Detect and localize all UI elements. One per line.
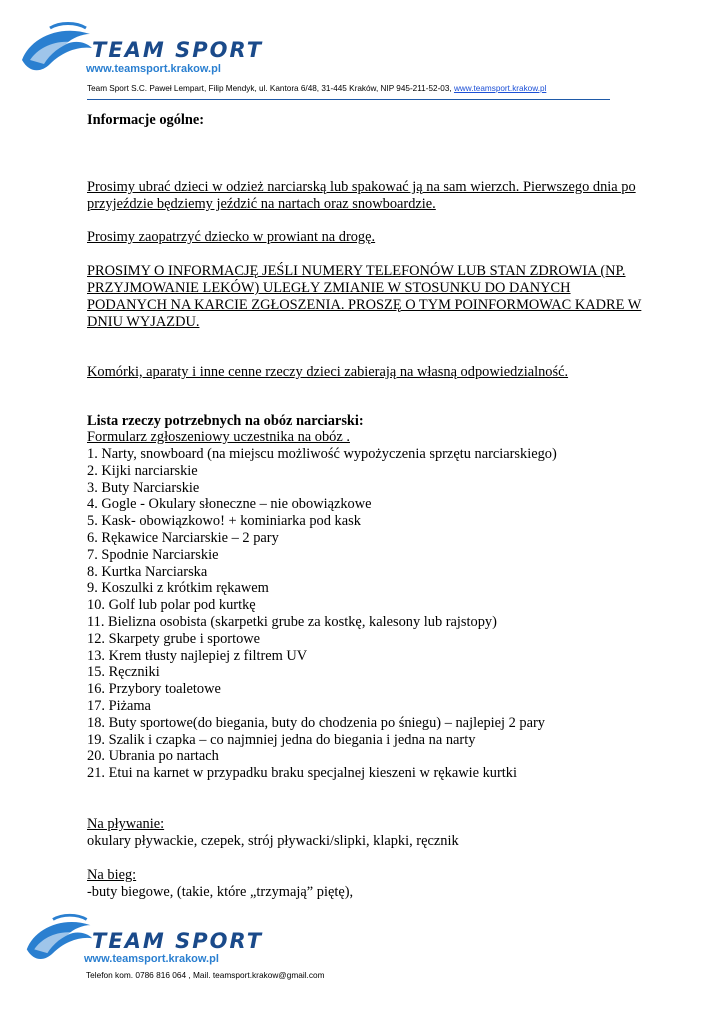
- list-item: 16. Przybory toaletowe: [87, 681, 221, 698]
- company-website-link[interactable]: www.teamsport.krakow.pl: [453, 84, 547, 93]
- section-heading: Informacje ogólne:: [87, 112, 205, 128]
- list-item: 13. Krem tłusty najlepiej z filtrem UV: [87, 647, 308, 664]
- brand-url[interactable]: www.teamsport.krakow.pl: [86, 63, 221, 75]
- swim-text: okulary pływackie, czepek, strój pływacki/slipki, klapki, ręcznik: [87, 833, 459, 849]
- list-item: 3. Buty Narciarskie: [87, 479, 200, 496]
- list-item: 12. Skarpety grube i sportowe: [87, 630, 261, 647]
- list-item: 10. Golf lub polar pod kurtkę: [87, 597, 256, 614]
- list-item: 9. Koszulki z krótkim rękawem: [87, 580, 269, 597]
- header-logo: [20, 20, 264, 82]
- list-item: 8. Kurtka Narciarska: [87, 563, 208, 580]
- swim-heading: Na pływanie:: [87, 816, 165, 832]
- paragraph-health-notice: PROSIMY O INFORMACJĘ JEŚLI NUMERY TELEFONÓW LUB STAN ZDROWIA (NP. PRZYJMOWANIE LEKÓW) ULEGŁY ZMIANIE W STOSUNKU DO DANYCH PODANYCH NA KARCIE ZGŁOSZENIA. PROSZĘ O TYM POINFORMOWAC KADRE W DNIU WYJAZDU.: [87, 263, 642, 330]
- list-item: 20. Ubrania po nartach: [87, 748, 219, 765]
- list-item: 17. Piżama: [87, 697, 151, 714]
- list-item: 18. Buty sportowe(do biegania, buty do chodzenia po śniegu) – najlepiej 2 pary: [87, 714, 545, 731]
- company-info-text: Team Sport S.C. Paweł Lempart, Filip Mendyk, ul. Kantora 6/48, 31-445 Kraków, NIP 945-211-52-03,: [87, 84, 454, 93]
- company-info: [87, 84, 607, 93]
- list-item: 5. Kask- obowiązkowo! + kominiarka pod kask: [87, 513, 361, 530]
- list-heading: Lista rzeczy potrzebnych na obóz narciarski:: [87, 413, 364, 429]
- equipment-list: [87, 446, 557, 782]
- list-item: 6. Rękawice Narciarskie – 2 pary: [87, 529, 279, 546]
- list-item: 19. Szalik i czapka – co najmniej jedna do biegania i jedna na narty: [87, 731, 476, 748]
- list-item: 21. Etui na karnet w przypadku braku specjalnej kieszeni w rękawie kurtki: [87, 765, 517, 782]
- brand-name: TEAM SPORT: [92, 38, 264, 62]
- run-text: -buty biegowe, (takie, które „trzymają” piętę),: [87, 884, 354, 900]
- brand-url[interactable]: www.teamsport.krakow.pl: [84, 953, 219, 965]
- footer-contact: Telefon kom. 0786 816 064 , Mail. teamsport.krakow@gmail.com: [86, 970, 325, 980]
- form-line: Formularz zgłoszeniowy uczestnika na obóz .: [87, 429, 350, 445]
- paragraph-food: Prosimy zaopatrzyć dziecko w prowiant na drogę.: [87, 229, 376, 245]
- run-heading: Na bieg:: [87, 867, 137, 883]
- list-item: 4. Gogle - Okulary słoneczne – nie obowiązkowe: [87, 496, 372, 513]
- list-item: 1. Narty, snowboard (na miejscu możliwość wypożyczenia sprzętu narciarskiego): [87, 446, 557, 462]
- list-item: 15. Ręczniki: [87, 664, 160, 681]
- list-item: 7. Spodnie Narciarskie: [87, 546, 219, 563]
- list-item: 11. Bielizna osobista (skarpetki grube za kostkę, kalesony lub rajstopy): [87, 613, 497, 630]
- paragraph-clothing: Prosimy ubrać dzieci w odzież narciarską lub spakować ją na sam wierzch. Pierwszego dnia po przyjeździe będziemy jeździć na nartach oraz snowboardzie.: [87, 179, 636, 212]
- paragraph-valuables: Komórki, aparaty i inne cenne rzeczy dzieci zabierają na własną odpowiedzialność.: [87, 364, 569, 380]
- header-divider: [87, 99, 610, 100]
- list-item: 2. Kijki narciarskie: [87, 462, 198, 479]
- brand-name: TEAM SPORT: [92, 929, 264, 953]
- footer-logo: [22, 912, 264, 970]
